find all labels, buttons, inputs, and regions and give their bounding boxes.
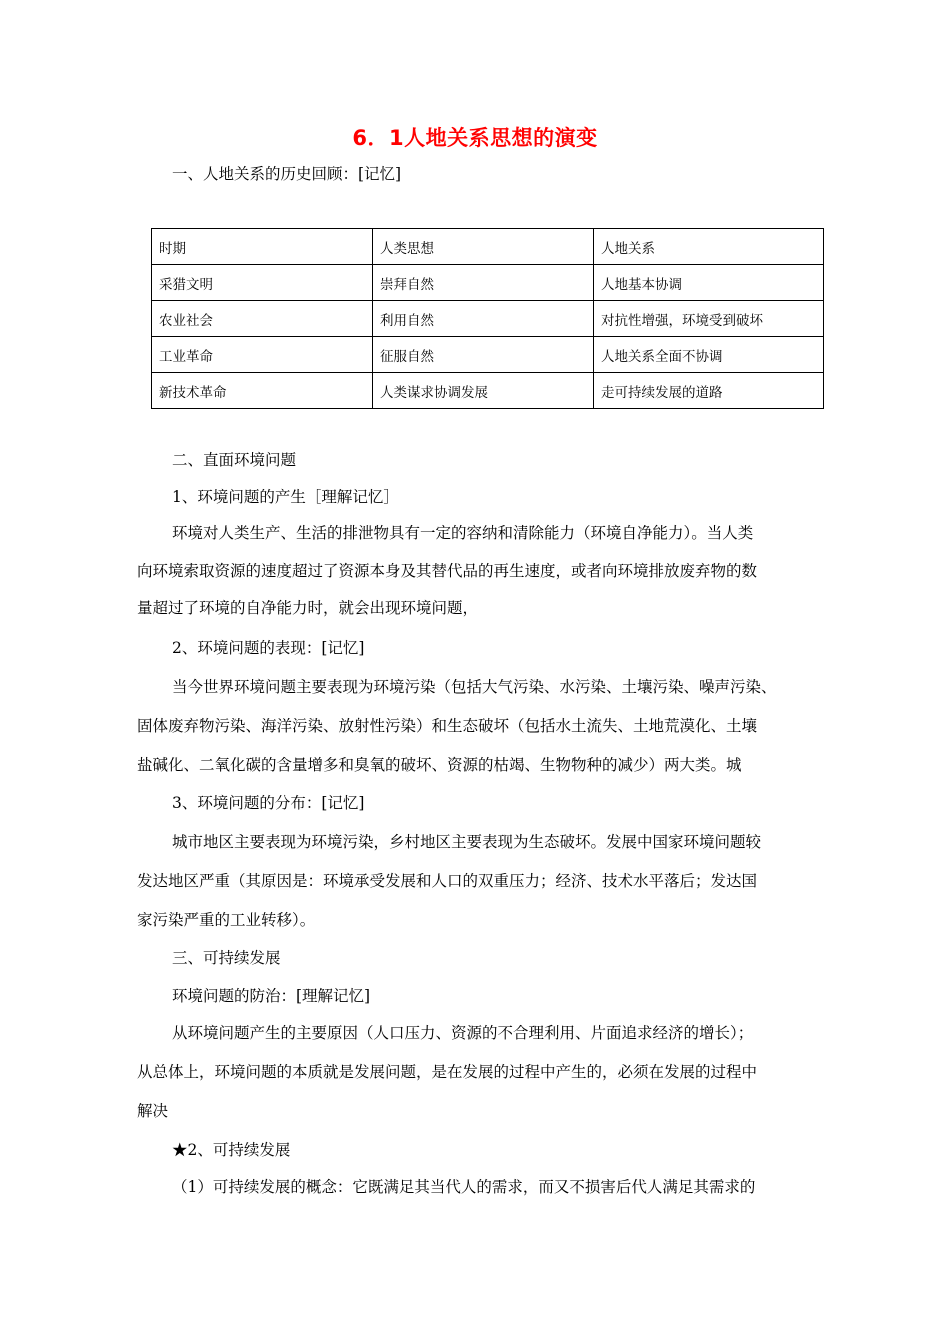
table-cell: 农业社会 [152,301,373,337]
paragraph-line: 向环境索取资源的速度超过了资源本身及其替代品的再生速度，或者向环境排放废弃物的数 [137,562,758,580]
table-header-row [152,229,824,265]
table-cell: 人类谋求协调发展 [373,373,594,409]
history-table-container [151,228,823,409]
paragraph-line: （1）可持续发展的概念：它既满足其当代人的需求，而又不损害后代人满足其需求的 [172,1178,756,1196]
table-header-cell: 人地关系 [594,229,824,265]
paragraph-line: 盐碱化、二氧化碳的含量增多和臭氧的破坏、资源的枯竭、生物物种的减少）两大类。城 [137,756,742,774]
document-title: 6．1人地关系思想的演变 [352,126,598,150]
table-cell: 崇拜自然 [373,265,594,301]
paragraph-line: 家污染严重的工业转移）。 [137,911,316,929]
table-header-cell: 人类思想 [373,229,594,265]
section-3-subheading-1: 环境问题的防治：[理解记忆] [172,987,371,1005]
table-cell: 征服自然 [373,337,594,373]
paragraph-line: 固体废弃物污染、海洋污染、放射性污染）和生态破坏（包括水土流失、土地荒漠化、土壤 [137,717,758,735]
section-2-subheading-2: 2、环境问题的表现：[记忆] [172,639,365,657]
section-2-subheading-1: 1、环境问题的产生［理解记忆］ [172,488,399,506]
section-1-heading: 一、人地关系的历史回顾：[记忆] [172,165,402,183]
history-table [151,228,824,409]
table-cell: 走可持续发展的道路 [594,373,824,409]
paragraph-line: 城市地区主要表现为环境污染，乡村地区主要表现为生态破坏。发展中国家环境问题较 [172,833,762,851]
table-cell: 采猎文明 [152,265,373,301]
paragraph-line: 发达地区严重（其原因是：环境承受发展和人口的双重压力；经济、技术水平落后；发达国 [137,872,758,890]
table-cell: 人地基本协调 [594,265,824,301]
paragraph-line: 当今世界环境问题主要表现为环境污染（包括大气污染、水污染、土壤污染、噪声污染、 [172,678,777,696]
table-cell: 人地关系全面不协调 [594,337,824,373]
table-cell: 新技术革命 [152,373,373,409]
paragraph-line: 从总体上，环境问题的本质就是发展问题，是在发展的过程中产生的，必须在发展的过程中 [137,1063,758,1081]
section-2-subheading-3: 3、环境问题的分布：[记忆] [172,794,365,812]
table-row [152,265,824,301]
paragraph-line: 从环境问题产生的主要原因（人口压力、资源的不合理利用、片面追求经济的增长）； [172,1024,754,1042]
table-row [152,337,824,373]
paragraph-line: 环境对人类生产、生活的排泄物具有一定的容纳和清除能力（环境自净能力）。当人类 [172,524,754,542]
table-row [152,373,824,409]
table-header-cell: 时期 [152,229,373,265]
paragraph-line: 解决 [137,1102,169,1120]
section-2-heading: 二、直面环境问题 [172,451,297,469]
paragraph-line: 量超过了环境的自净能力时，就会出现环境问题， [137,599,479,617]
table-cell: 工业革命 [152,337,373,373]
table-cell: 对抗性增强，环境受到破坏 [594,301,824,337]
table-cell: 利用自然 [373,301,594,337]
section-3-heading: 三、可持续发展 [172,949,281,967]
table-row [152,301,824,337]
section-3-subheading-2: ★2、可持续发展 [172,1141,291,1159]
